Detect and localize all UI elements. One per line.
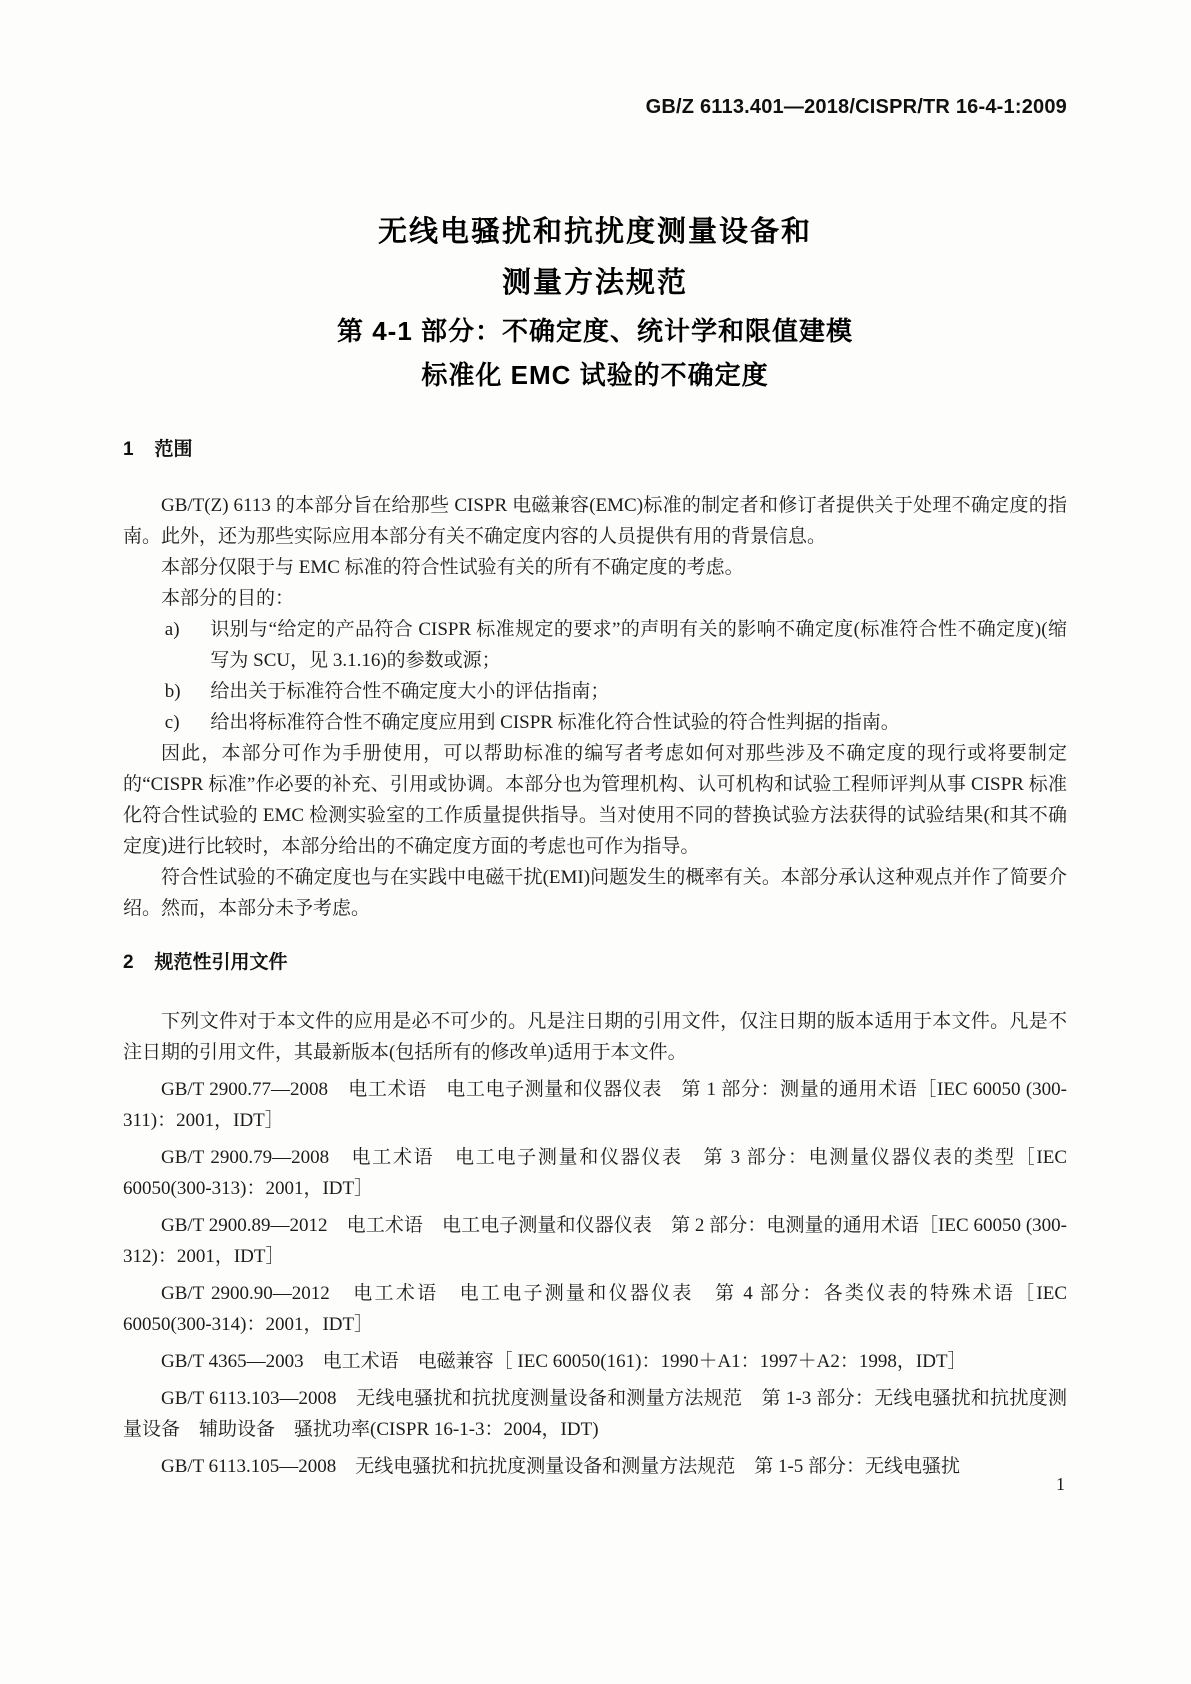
list-item-c-text: 给出将标准符合性不确定度应用到 CISPR 标准化符合性试验的符合性判据的指南。: [210, 712, 900, 733]
document-title: [123, 207, 1067, 397]
page-content: [123, 0, 1067, 1482]
list-item-b: [123, 676, 1067, 707]
reference-entry: GB/T 2900.77—2008 电工术语 电工电子测量和仪器仪表 第 1 部分：测量的通用术语［IEC 60050 (300-311)：2001，IDT］: [123, 1079, 1067, 1131]
reference-entry: GB/T 6113.105—2008 无线电骚扰和抗扰度测量设备和测量方法规范 第 1-5 部分：无线电骚扰: [161, 1456, 961, 1477]
section-2-heading: [123, 950, 1067, 976]
section-2-title: 规范性引用文件: [154, 952, 288, 973]
list-item-b-text: 给出关于标准符合性不确定度大小的评估指南；: [210, 681, 610, 702]
reference-entry: GB/T 2900.90—2012 电工术语 电工电子测量和仪器仪表 第 4 部分：各类仪表的特殊术语［IEC 60050(300-314)：2001，IDT］: [123, 1283, 1067, 1335]
section-1-heading: [123, 437, 1067, 463]
section-2-body: [123, 1006, 1067, 1482]
paragraph: 本部分仅限于与 EMC 标准的符合性试验有关的所有不确定度的考虑。: [161, 557, 744, 578]
section-2-number: 2: [123, 952, 134, 973]
list-item-a-label: a): [164, 619, 180, 640]
page-number: 1: [1056, 1474, 1065, 1494]
section-1-body: [123, 490, 1067, 924]
list-item-c-label: c): [164, 712, 180, 733]
section-1-number: 1: [123, 439, 134, 460]
list-item-a-text: 识别与“给定的产品符合 CISPR 标准规定的要求”的声明有关的影响不确定度(标准符合性不确定度)(缩写为 SCU，见 3.1.16)的参数或源；: [210, 619, 1067, 671]
list-item-c: [123, 707, 1067, 738]
title-line-1: 无线电骚扰和抗扰度测量设备和: [377, 216, 812, 248]
paragraph: 下列文件对于本文件的应用是必不可少的。凡是注日期的引用文件，仅注日期的版本适用于本文件。凡是不注日期的引用文件，其最新版本(包括所有的修改单)适用于本文件。: [123, 1011, 1067, 1063]
reference-entry: GB/T 2900.79—2008 电工术语 电工电子测量和仪器仪表 第 3 部分：电测量仪器仪表的类型［IEC 60050(300-313)：2001，IDT］: [123, 1147, 1067, 1199]
section-1-title: 范围: [154, 439, 193, 460]
standard-number-header: GB/Z 6113.401—2018/CISPR/TR 16-4-1:2009: [645, 96, 1067, 118]
list-item-b-label: b): [164, 681, 181, 702]
list-item-a: [123, 614, 1067, 676]
reference-entry: GB/T 6113.103—2008 无线电骚扰和抗扰度测量设备和测量方法规范 第 1-3 部分：无线电骚扰和抗扰度测量设备 辅助设备 骚扰功率(CISPR 16-1-3：2004，IDT): [123, 1388, 1067, 1440]
title-line-4: 标准化 EMC 试验的不确定度: [421, 360, 769, 390]
reference-entry: GB/T 4365—2003 电工术语 电磁兼容［ IEC 60050(161)：1990＋A1：1997＋A2：1998，IDT］: [161, 1351, 967, 1372]
paragraph: 符合性试验的不确定度也与在实践中电磁干扰(EMI)问题发生的概率有关。本部分承认这种观点并作了简要介绍。然而，本部分未予考虑。: [123, 867, 1067, 919]
paragraph: GB/T(Z) 6113 的本部分旨在给那些 CISPR 电磁兼容(EMC)标准的制定者和修订者提供关于处理不确定度的指南。此外，还为那些实际应用本部分有关不确定度内容的人员提供有用的背景信息。: [123, 495, 1067, 547]
title-line-3: 第 4-1 部分：不确定度、统计学和限值建模: [336, 316, 854, 346]
reference-entry: GB/T 2900.89—2012 电工术语 电工电子测量和仪器仪表 第 2 部分：电测量的通用术语［IEC 60050 (300-312)：2001，IDT］: [123, 1215, 1067, 1267]
paragraph: 本部分的目的：: [161, 588, 295, 609]
paragraph: 因此，本部分可作为手册使用，可以帮助标准的编写者考虑如何对那些涉及不确定度的现行或将要制定的“CISPR 标准”作必要的补充、引用或协调。本部分也为管理机构、认可机构和试验工程师评判从事 CISPR 标准化符合性试验的 EMC 检测实验室的工作质量提供指导。当对使用不同的替换试验方法获得的试验结果(和其不确定度)进行比较时，本部分给出的不确定度方面的考虑也可作为指导。: [123, 743, 1067, 857]
title-line-2: 测量方法规范: [501, 267, 688, 299]
